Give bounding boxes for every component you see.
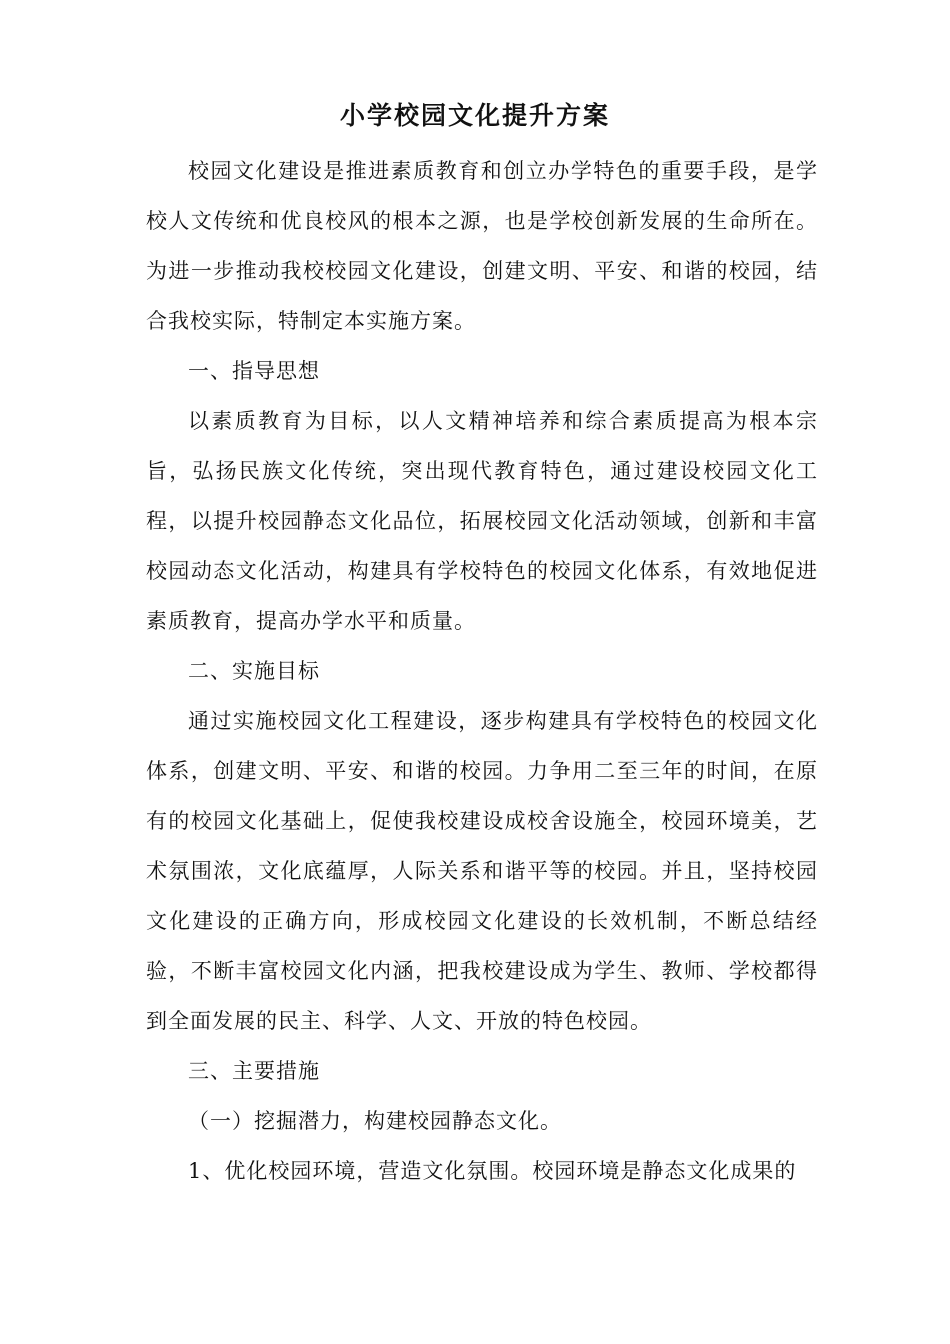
section-heading-guiding-thought: 一、指导思想: [188, 359, 320, 383]
paragraph-goals: 通过实施校园文化工程建设，逐步构建具有学校特色的校园文化体系，创建文明、平安、和谐的校园。力争用二至三年的时间，在原有的校园文化基础上，促使我校建设成校舍设施全，校园环境美，艺术氛围浓，文化底蕴厚，人际关系和谐平等的校园。并且，坚持校园文化建设的正确方向，形成校园文化建设的长效机制，不断总结经验，不断丰富校园文化内涵，把我校建设成为学生、教师、学校都得到全面发展的民主、科学、人文、开放的特色校园。: [146, 709, 818, 1033]
paragraph-guiding-thought: 以素质教育为目标，以人文精神培养和综合素质提高为根本宗旨，弘扬民族文化传统，突出现代教育特色，通过建设校园文化工程，以提升校园静态文化品位，拓展校园文化活动领域，创新和丰富校园动态文化活动，构建具有学校特色的校园文化体系，有效地促进素质教育，提高办学水平和质量。: [146, 409, 818, 633]
paragraph-intro: 校园文化建设是推进素质教育和创立办学特色的重要手段，是学校人文传统和优良校风的根本之源，也是学校创新发展的生命所在。为进一步推动我校校园文化建设，创建文明、平安、和谐的校园，结合我校实际，特制定本实施方案。: [146, 159, 818, 333]
paragraph-environment: 1、优化校园环境，营造文化氛围。校园环境是静态文化成果的: [188, 1159, 797, 1183]
subsection-heading-static-culture: （一）挖掘潜力，构建校园静态文化。: [188, 1109, 562, 1133]
document-body: [146, 146, 818, 1196]
document-title: 小学校园文化提升方案: [339, 101, 610, 130]
section-heading-goals: 二、实施目标: [188, 659, 320, 683]
section-heading-measures: 三、主要措施: [188, 1059, 320, 1083]
